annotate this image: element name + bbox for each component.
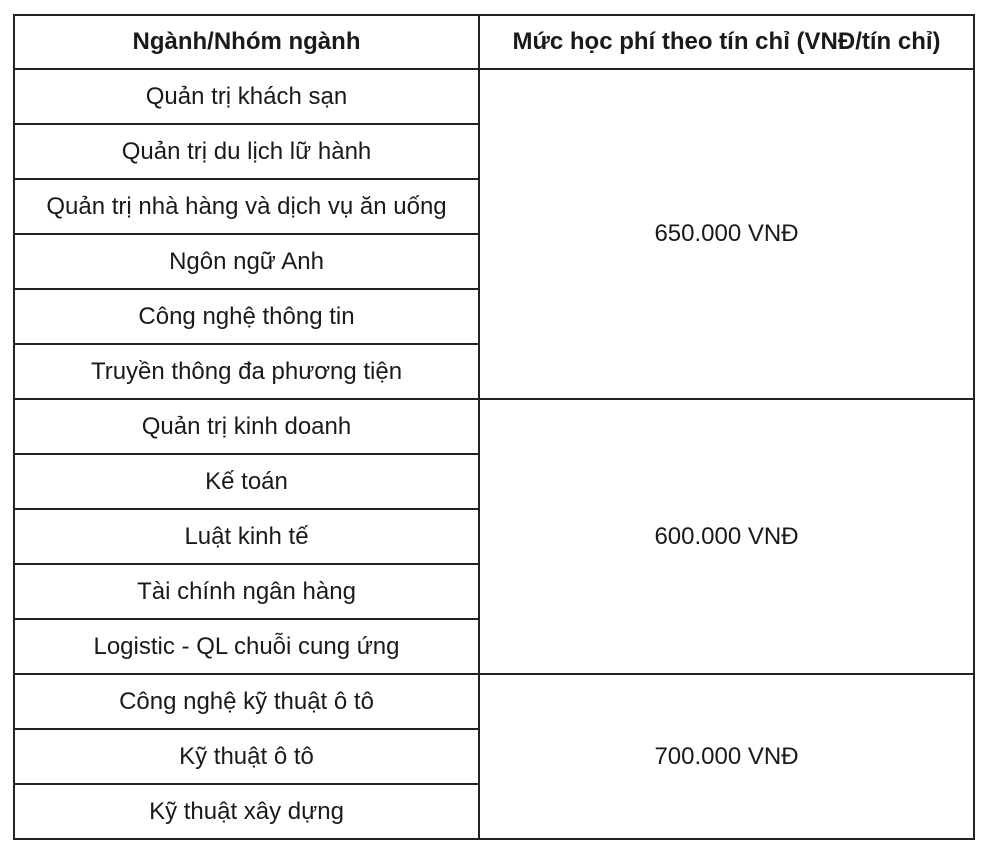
major-cell: Kỹ thuật ô tô [14, 729, 479, 784]
major-cell: Kỹ thuật xây dựng [14, 784, 479, 839]
major-cell: Kế toán [14, 454, 479, 509]
major-cell: Công nghệ kỹ thuật ô tô [14, 674, 479, 729]
fee-cell: 650.000 VNĐ [479, 69, 974, 399]
table-row [14, 674, 974, 729]
fee-cell: 600.000 VNĐ [479, 399, 974, 674]
major-cell: Truyền thông đa phương tiện [14, 344, 479, 399]
fee-cell: 700.000 VNĐ [479, 674, 974, 839]
major-cell: Luật kinh tế [14, 509, 479, 564]
major-cell: Logistic - QL chuỗi cung ứng [14, 619, 479, 674]
tuition-fee-table [13, 14, 975, 840]
major-column-header: Ngành/Nhóm ngành [14, 15, 479, 69]
major-cell: Quản trị du lịch lữ hành [14, 124, 479, 179]
major-cell: Quản trị kinh doanh [14, 399, 479, 454]
major-cell: Tài chính ngân hàng [14, 564, 479, 619]
major-cell: Ngôn ngữ Anh [14, 234, 479, 289]
table-row [14, 69, 974, 124]
table-row [14, 399, 974, 454]
header-row [14, 15, 974, 69]
major-cell: Quản trị nhà hàng và dịch vụ ăn uống [14, 179, 479, 234]
major-cell: Công nghệ thông tin [14, 289, 479, 344]
major-cell: Quản trị khách sạn [14, 69, 479, 124]
fee-column-header: Mức học phí theo tín chỉ (VNĐ/tín chỉ) [479, 15, 974, 69]
